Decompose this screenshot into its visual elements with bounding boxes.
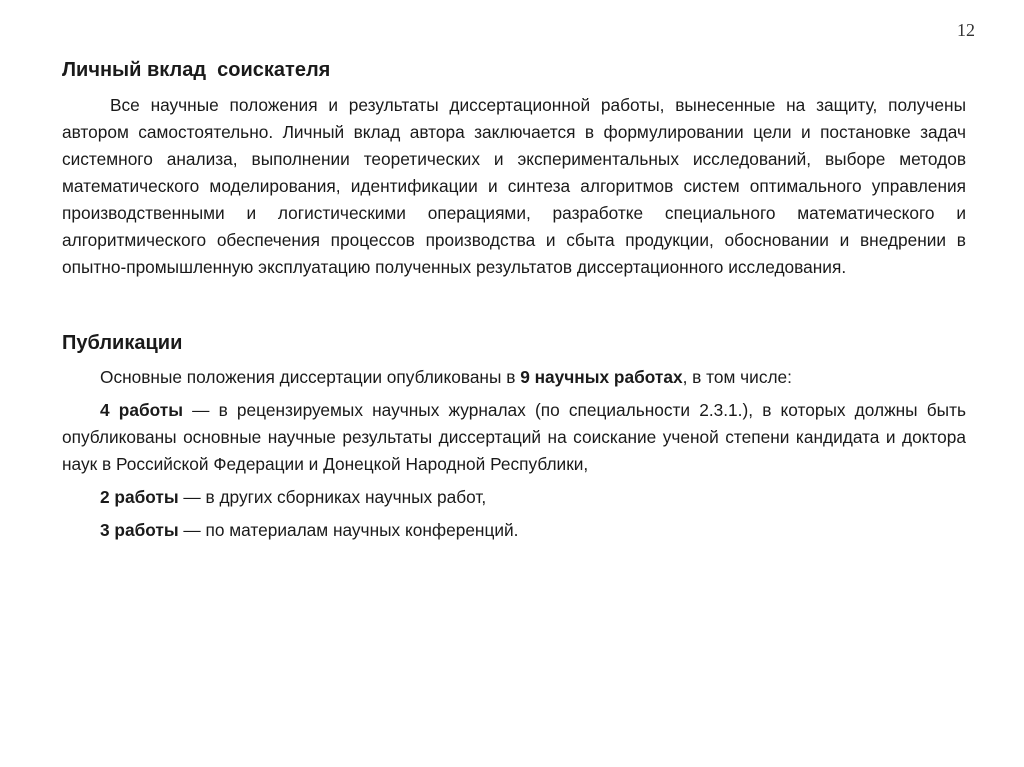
publication-item-collections bbox=[62, 484, 966, 511]
contribution-heading: Личный вклад соискателя bbox=[62, 59, 331, 81]
publications-count: 9 научных работах bbox=[520, 367, 683, 387]
publication-item-count: 4 работы bbox=[100, 400, 183, 420]
publication-item-text: — в рецензируемых научных журналах (по специальности 2.3.1.), в которых должны быть опубликованы основные научные результаты диссертаций на соискание ученой степени кандидата и доктора наук в Российской Федерации и Донецкой Народной Республики, bbox=[62, 400, 966, 474]
contribution-paragraph: Все научные положения и результаты диссертационной работы, вынесенные на защиту, получены автором самостоятельно. Личный вклад автора заключается в формулировании цели и постановке задач системного анализа, выполнении теоретических и экспериментальных исследований, выборе методов математического моделирования, идентификации и синтеза алгоритмов систем оптимального управления производственными и логистическими операциями, разработке специального математического и алгоритмического обеспечения процессов производства и сбыта продукции, обосновании и внедрении в опытно-промышленную эксплуатацию полученных результатов диссертационного исследования. bbox=[62, 95, 966, 277]
publications-heading: Публикации bbox=[62, 332, 183, 354]
publication-item-journals bbox=[62, 397, 966, 478]
publications-intro-text: Основные положения диссертации опубликованы в bbox=[100, 367, 521, 387]
publication-item-text: — в других сборниках научных работ, bbox=[178, 487, 487, 507]
publications-intro bbox=[62, 364, 966, 391]
publication-item-count: 3 работы bbox=[100, 520, 179, 540]
publication-item-text: — по материалам научных конференций. bbox=[178, 520, 519, 540]
page-content bbox=[62, 52, 966, 544]
publication-item-conferences bbox=[62, 517, 966, 544]
page-number: 12 bbox=[957, 20, 975, 40]
publications-intro-tail: , в том числе: bbox=[682, 367, 792, 387]
publication-item-count: 2 работы bbox=[100, 487, 179, 507]
